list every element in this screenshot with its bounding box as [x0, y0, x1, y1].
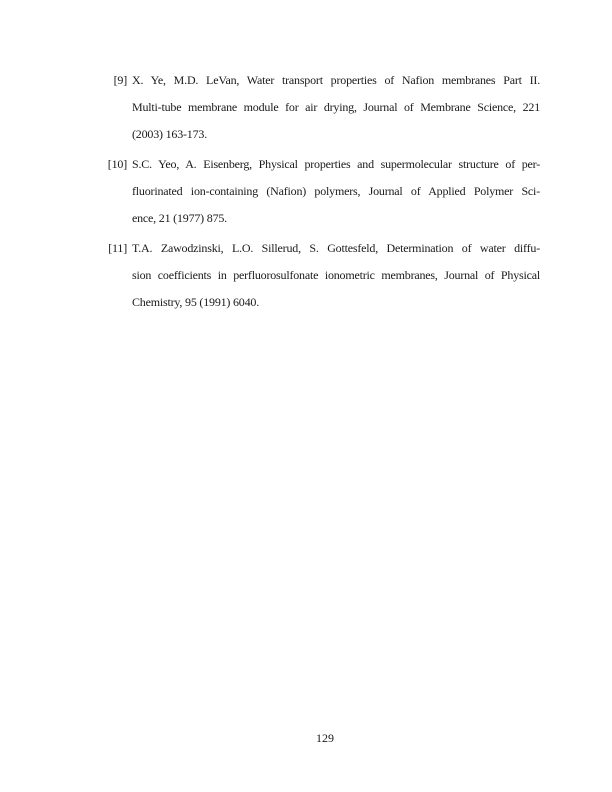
reference-line: Chemistry, 95 (1991) 6040.	[132, 295, 260, 309]
reference-line: S.C. Yeo, A. Eisenberg, Physical properties and supermolecular structure of per-	[132, 157, 540, 171]
reference-line: (2003) 163-173.	[132, 127, 207, 141]
reference-line: fluorinated ion-containing (Nafion) polymers, Journal of Applied Polymer Sci-	[132, 184, 540, 198]
reference-item-11	[108, 235, 540, 316]
reference-line: ence, 21 (1977) 875.	[132, 211, 227, 225]
page-number: 129	[316, 731, 334, 745]
reference-number: [9]	[113, 73, 127, 87]
reference-list	[107, 67, 540, 319]
reference-item-10	[107, 151, 540, 232]
reference-line: T.A. Zawodzinski, L.O. Sillerud, S. Gottesfeld, Determination of water diffu-	[132, 241, 540, 255]
reference-number: [10]	[107, 157, 127, 171]
reference-item-9	[113, 67, 540, 148]
reference-number: [11]	[108, 241, 127, 255]
reference-line: X. Ye, M.D. LeVan, Water transport properties of Nafion membranes Part II.	[132, 73, 540, 87]
reference-line: Multi-tube membrane module for air drying, Journal of Membrane Science, 221	[132, 100, 540, 114]
reference-line: sion coefficients in perfluorosulfonate ionometric membranes, Journal of Physical	[132, 268, 540, 282]
